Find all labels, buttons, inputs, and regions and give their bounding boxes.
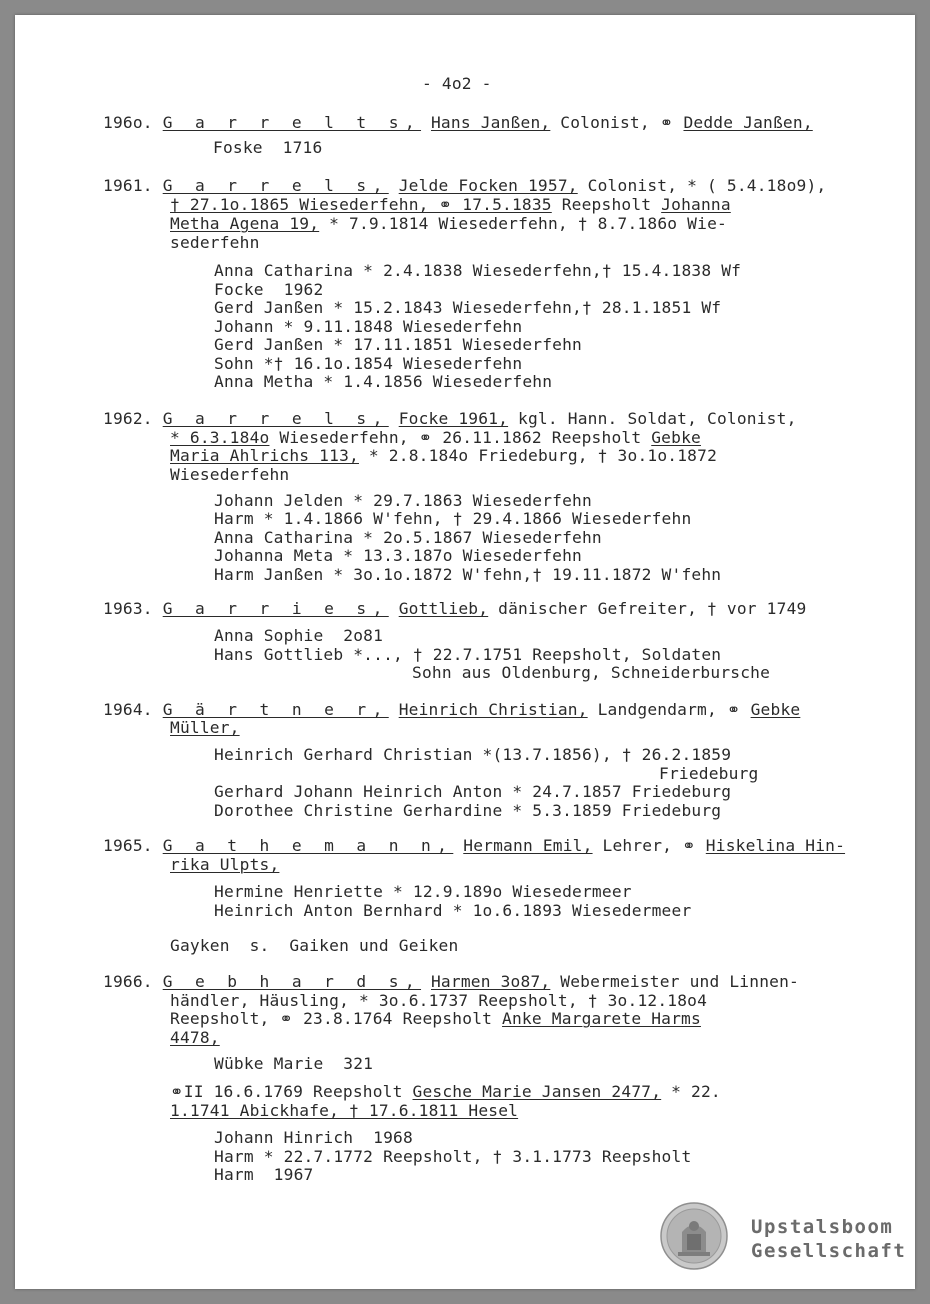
entry-text: Colonist, * ( 5.4.18o9),	[577, 176, 827, 195]
entry-text: Lehrer, ⚭	[592, 836, 706, 855]
child-line: Wübke Marie 321	[214, 1054, 374, 1073]
child-line: Heinrich Anton Bernhard * 1o.6.1893 Wiesedermeer	[214, 901, 692, 920]
entry-1960-line-2: Foske 1716	[213, 138, 323, 157]
child-line: Anna Metha * 1.4.1856 Wiesederfehn	[214, 372, 553, 391]
upstalsboom-seal-icon	[660, 1202, 728, 1270]
entry-text: Reepsholt, ⚭ 23.8.1764 Reepsholt	[170, 1009, 503, 1028]
spouse-name: Metha Agena 19,	[170, 214, 320, 233]
entry-1961-line-3	[170, 215, 727, 234]
spouse-name: rika Ulpts,	[170, 855, 280, 874]
spouse-name: Maria Ahlrichs 113,	[170, 446, 359, 465]
child-line: Sohn *† 16.1o.1854 Wiesederfehn	[214, 354, 523, 373]
entry-1962-line-2	[170, 429, 701, 448]
spouse-name: Johanna	[661, 195, 731, 214]
entry-number: 1965.	[103, 836, 153, 855]
spouse-name: Müller,	[170, 718, 240, 737]
surname: G a r r e l t s,	[162, 113, 422, 132]
surname: G a t h e m a n n,	[162, 836, 454, 855]
entry-1965-line-2	[170, 856, 279, 875]
child-line: Gerd Janßen * 17.11.1851 Wiesederfehn	[214, 335, 582, 354]
entry-1962-line-1	[103, 410, 797, 429]
entry-1966-line-2: händler, Häusling, * 3o.6.1737 Reepsholt, † 3o.12.18o4	[170, 991, 708, 1010]
entry-text: ⚭II 16.6.1769 Reepsholt	[170, 1082, 413, 1101]
spouse-name: Gebke	[651, 428, 701, 447]
entry-1966-line-1	[103, 973, 799, 992]
child-line: Johann Hinrich 1968	[214, 1128, 413, 1147]
child-line: Focke 1962	[214, 280, 324, 299]
spouse-details: 1.1741 Abickhafe, † 17.6.1811 Hesel	[170, 1101, 519, 1120]
child-line: Hermine Henriette * 12.9.189o Wiesedermeer	[214, 882, 632, 901]
entry-1963-line-1	[103, 600, 806, 619]
given-name: Focke 1961,	[398, 409, 509, 428]
entry-1962-line-4: Wiesederfehn	[170, 465, 290, 484]
entry-1964-line-2	[170, 719, 240, 738]
marriage-info: † 27.1o.1865 Wiesederfehn, ⚭ 17.5.1835	[170, 195, 552, 214]
child-line: Johann Jelden * 29.7.1863 Wiesederfehn	[214, 491, 592, 510]
entry-1961-line-4: sederfehn	[170, 233, 260, 252]
entry-1966-second-marriage	[170, 1083, 721, 1102]
child-line: Anna Sophie 2o81	[214, 626, 384, 645]
spouse-name: Dedde Janßen,	[683, 113, 813, 132]
surname: G ä r t n e r,	[162, 700, 389, 719]
entry-number: 196o.	[103, 113, 153, 132]
spouse-name: 4478,	[170, 1028, 220, 1047]
surname: G e b h a r d s,	[162, 972, 422, 991]
child-line: Johann * 9.11.1848 Wiesederfehn	[214, 317, 523, 336]
surname: G a r r e l s,	[162, 409, 389, 428]
entry-text: Landgendarm, ⚭	[587, 700, 751, 719]
child-line: Anna Catharina * 2o.5.1867 Wiesederfehn	[214, 528, 602, 547]
entry-1960-line-1	[103, 114, 813, 133]
entry-text: kgl. Hann. Soldat, Colonist,	[508, 409, 797, 428]
entry-1962-line-3	[170, 447, 717, 466]
child-line: Dorothee Christine Gerhardine * 5.3.1859 Friedeburg	[214, 801, 722, 820]
entry-1964-line-1	[103, 701, 800, 720]
child-line: Sohn aus Oldenburg, Schneiderbursche	[412, 663, 771, 682]
given-name: Jelde Focken 1957,	[398, 176, 578, 195]
given-name: Harmen 3o87,	[430, 972, 551, 991]
spouse-name: Gesche Marie Jansen 2477,	[412, 1082, 662, 1101]
surname: G a r r i e s,	[162, 599, 389, 618]
entry-text: Webermeister und Linnen-	[550, 972, 799, 991]
document-page	[15, 15, 915, 1289]
cross-reference: Gayken s. Gaiken und Geiken	[170, 936, 459, 955]
entry-text: Colonist, ⚭	[550, 113, 684, 132]
child-line: Harm 1967	[214, 1165, 314, 1184]
entry-number: 1964.	[103, 700, 153, 719]
given-name: Hans Janßen,	[430, 113, 551, 132]
spouse-name: Gebke	[750, 700, 801, 719]
spouse-name: Hiskelina Hin-	[705, 836, 846, 855]
child-line: Friedeburg	[659, 764, 759, 783]
entry-1966-line-3	[170, 1010, 701, 1029]
entry-text: * 7.9.1814 Wiesederfehn, † 8.7.186o Wie-	[319, 214, 727, 233]
entry-text: Wiesederfehn, ⚭ 26.11.1862 Reepsholt	[269, 428, 652, 447]
entry-1961-line-1	[103, 177, 826, 196]
spouse-name: Anke Margarete Harms	[502, 1009, 701, 1028]
child-line: Harm * 22.7.1772 Reepsholt, † 3.1.1773 Reepsholt	[214, 1147, 692, 1166]
entry-text: dänischer Gefreiter, † vor 1749	[488, 599, 807, 618]
entry-1961-line-2	[170, 196, 731, 215]
brand-line-2: Gesellschaft	[751, 1240, 907, 1262]
entry-1966-second-marriage-line-2	[170, 1102, 518, 1121]
entry-text: Reepsholt	[551, 195, 662, 214]
child-line: Harm * 1.4.1866 W'fehn, † 29.4.1866 Wiesederfehn	[214, 509, 692, 528]
child-line: Johanna Meta * 13.3.187o Wiesederfehn	[214, 546, 582, 565]
publisher-brand	[751, 1215, 906, 1263]
entry-number: 1962.	[103, 409, 153, 428]
entry-number: 1963.	[103, 599, 153, 618]
surname: G a r r e l s,	[162, 176, 389, 195]
child-line: Heinrich Gerhard Christian *(13.7.1856), † 26.2.1859	[214, 745, 732, 764]
page-number: - 4o2 -	[422, 74, 492, 93]
brand-line-1: Upstalsboom	[751, 1216, 894, 1238]
birth-info: * 6.3.184o	[170, 428, 270, 447]
given-name: Hermann Emil,	[463, 836, 593, 855]
entry-number: 1961.	[103, 176, 153, 195]
child-line: Hans Gottlieb *..., † 22.7.1751 Reepsholt, Soldaten	[214, 645, 722, 664]
entry-number: 1966.	[103, 972, 153, 991]
child-line: Gerd Janßen * 15.2.1843 Wiesederfehn,† 28.1.1851 Wf	[214, 298, 722, 317]
given-name: Gottlieb,	[398, 599, 489, 618]
entry-text: * 2.8.184o Friedeburg, † 3o.1o.1872	[358, 446, 718, 465]
entry-1966-line-4	[170, 1029, 220, 1048]
child-line: Gerhard Johann Heinrich Anton * 24.7.1857 Friedeburg	[214, 782, 732, 801]
given-name: Heinrich Christian,	[398, 700, 588, 719]
child-line: Harm Janßen * 3o.1o.1872 W'fehn,† 19.11.1872 W'fehn	[214, 565, 722, 584]
child-line: Anna Catharina * 2.4.1838 Wiesederfehn,† 15.4.1838 Wf	[214, 261, 742, 280]
entry-text: * 22.	[661, 1082, 721, 1101]
entry-1965-line-1	[103, 837, 845, 856]
